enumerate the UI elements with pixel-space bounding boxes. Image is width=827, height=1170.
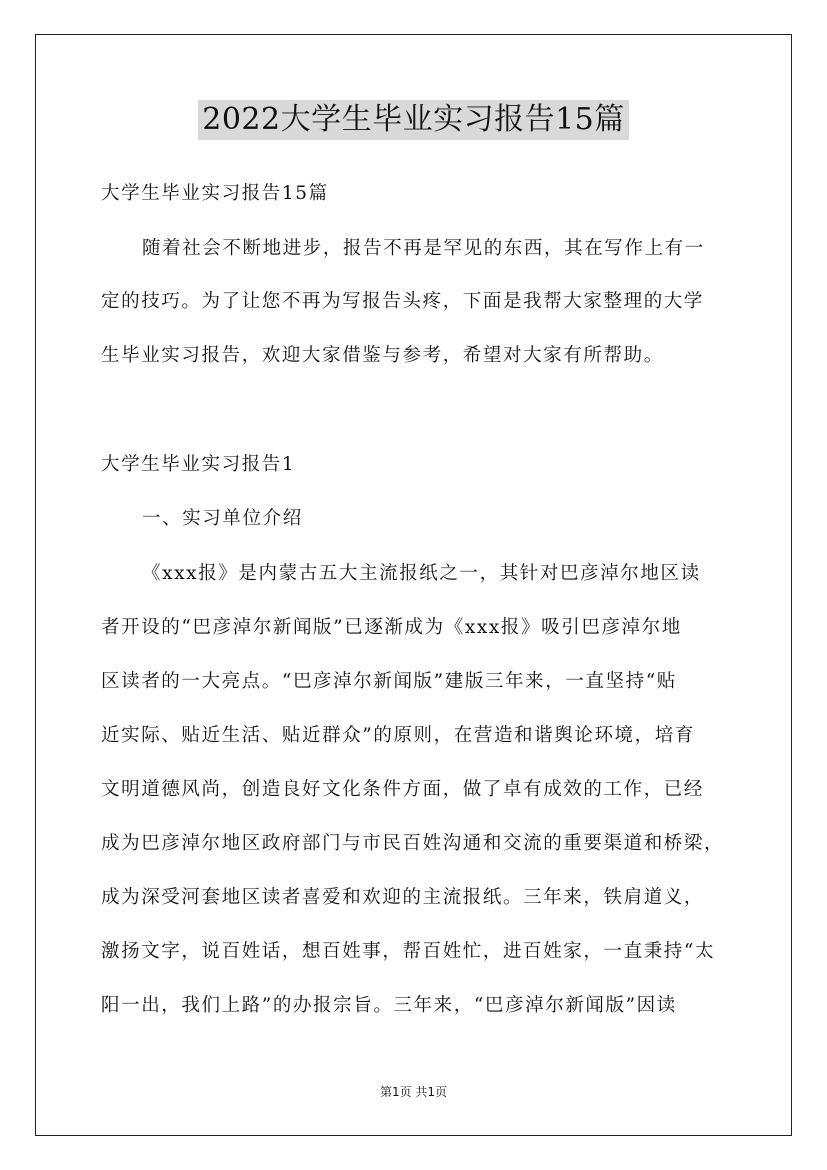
body-line: 《xxx报》是内蒙古五大主流报纸之一，其针对巴彦淖尔地区读 [142, 563, 701, 584]
body-line: 区读者的一大亮点。“巴彦淖尔新闻版”建版三年来，一直坚持“贴 [101, 671, 677, 692]
body-line: 者开设的“巴彦淖尔新闻版”已逐渐成为《xxx报》吸引巴彦淖尔地 [101, 617, 682, 638]
body-line: 成为巴彦淖尔地区政府部门与市民百姓沟通和交流的重要渠道和桥梁， [101, 833, 725, 854]
document-subtitle: 大学生毕业实习报告15篇 [101, 183, 329, 204]
intro-line: 定的技巧。为了让您不再为写报告头疼，下面是我帮大家整理的大学 [101, 291, 705, 312]
subsection-heading: 一、实习单位介绍 [142, 508, 303, 529]
body-line: 近实际、贴近生活、贴近群众”的原则，在营造和谐舆论环境，培育 [101, 725, 695, 746]
document-title: 2022大学生毕业实习报告15篇 [198, 100, 629, 140]
intro-line: 随着社会不断地进步，报告不再是罕见的东西，其在写作上有一 [142, 238, 705, 259]
body-line: 激扬文字，说百姓话，想百姓事，帮百姓忙，进百姓家，一直秉持“太 [101, 941, 716, 962]
section-heading: 大学生毕业实习报告1 [101, 454, 296, 475]
body-line: 文明道德风尚，创造良好文化条件方面，做了卓有成效的工作，已经 [101, 779, 705, 800]
title-container [0, 100, 827, 140]
page-footer: 第1页 共1页 [379, 1085, 448, 1099]
body-line: 成为深受河套地区读者喜爱和欢迎的主流报纸。三年来，铁肩道义， [101, 887, 705, 908]
body-line: 阳一出，我们上路”的办报宗旨。三年来，“巴彦淖尔新闻版”因读 [101, 995, 677, 1016]
intro-line: 生毕业实习报告，欢迎大家借鉴与参考，希望对大家有所帮助。 [101, 345, 664, 366]
